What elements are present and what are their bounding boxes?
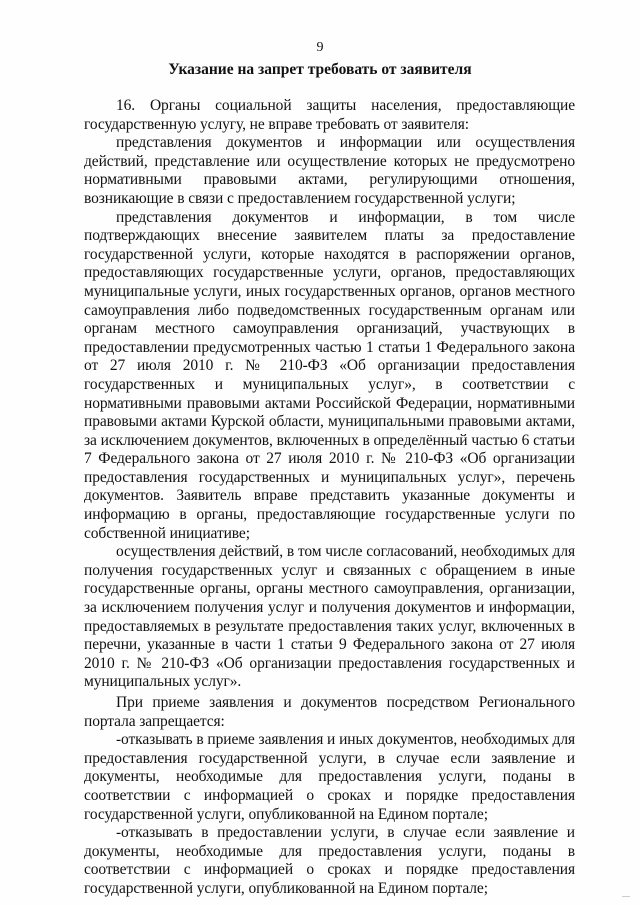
paragraph-portal-rule-1: -отказывать в приеме заявления и иных документов, необходимых для предоставления государственной услуги, в случае если заявление и документы, необходимые для предоставления услуги, поданы в соответствии с информацией о сроках и порядке предоставления государственной услуги, опубликованной на Едином портале; — [84, 731, 575, 823]
document-body — [84, 97, 575, 899]
paragraph-item-3: осуществления действий, в том числе согласований, необходимых для получения государственных услуг и связанных с обращением в иные государственные органы, органы местного самоуправления, организации, за исключением получения услуг и получения документов и информации, предоставляемых в результате предоставления таких услуг, включенных в перечни, указанные в части 1 статьи 9 Федерального закона от 27 июля 2010 г. № 210-ФЗ «Об организации предоставления государственных и муниципальных услуг». — [84, 543, 575, 691]
scan-artifact — [622, 896, 630, 897]
page-number: 9 — [316, 40, 324, 55]
paragraph-16: 16. Органы социальной защиты населения, предоставляющие государственную услугу, не вправе требовать от заявителя: — [84, 97, 575, 133]
paragraph-item-1: представления документов и информации или осуществления действий, представление или осуществление которых не предусмотрено нормативными правовыми актами, регулирующими отношения, возникающие в связи с предоставлением государственной услуги; — [84, 134, 575, 207]
paragraph-item-2: представления документов и информации, в том числе подтверждающих внесение заявителем платы за предоставление государственной услуги, которые находятся в распоряжении органов, предоставляющих государственные услуги, органов, предоставляющих муниципальные услуги, иных государственных органов, органов местного самоуправления либо подведомственных государственным органам или органам местного самоуправления организаций, участвующих в предоставлении предусмотренных частью 1 статьи 1 Федерального закона от 27 июля 2010 г. № 210-ФЗ «Об организации предоставления государственных и муниципальных услуг», в соответствии с нормативными правовыми актами Российской Федерации, нормативными правовыми актами Курской области, муниципальными правовыми актами, за исключением документов, включенных в определённый частью 6 статьи 7 Федерального закона от 27 июля 2010 г. № 210-ФЗ «Об организации предоставления государственных и муниципальных услуг», перечень документов. Заявитель вправе представить указанные документы и информацию в органы, предоставляющие государственные услуги по собственной инициативе; — [84, 208, 575, 542]
section-heading: Указание на запрет требовать от заявителя — [168, 61, 472, 78]
paragraph-portal-intro: При приеме заявления и документов посредством Регионального портала запрещается: — [84, 694, 575, 730]
paragraph-portal-rule-2: -отказывать в предоставлении услуги, в случае если заявление и документы, необходимые для предоставления услуги, поданы в соответствии с информацией о сроках и порядке предоставления государственной услуги, опубликованной на Едином портале; — [84, 824, 575, 897]
